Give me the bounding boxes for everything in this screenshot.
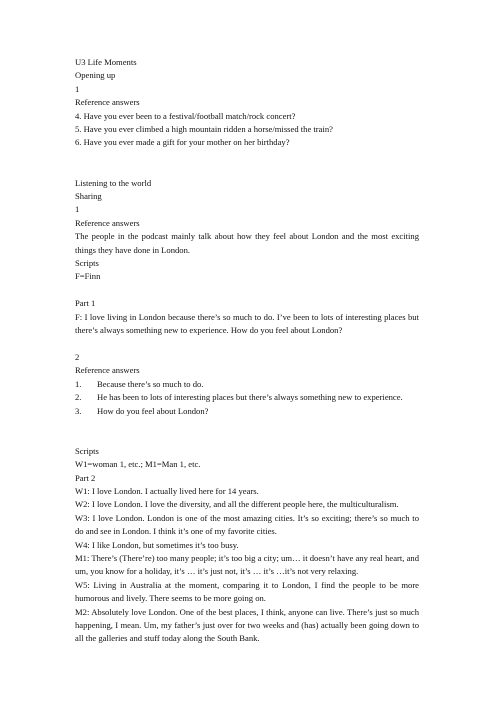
- answer-line: 6. Have you ever made a gift for your mother on her birthday?: [75, 137, 290, 148]
- list-item: [75, 405, 419, 418]
- script-line: W2: I love London. I love the diversity, and all the different people here, the multiculturalism.: [75, 499, 399, 510]
- scripts-label: Scripts: [75, 445, 99, 456]
- numbered-answer-list: [75, 378, 419, 418]
- script-line: M2: Absolutely love London. One of the best places, I think, anyone can live. There’s just so much happening, I mean. Um, my father’s just over for two weeks and (has) actually been going down to all the galleries and stuff today along the South Bank.: [75, 606, 419, 644]
- opening-up-heading: Opening up: [75, 70, 116, 81]
- script-paragraph: F: I love living in London because there’s so much to do. I’ve been to lots of interesting places but there’s always something new to experience. How do you feel about London?: [75, 311, 419, 336]
- answer-paragraph: The people in the podcast mainly talk about how they feel about London and the most exciting things they have done in London.: [75, 231, 419, 255]
- spacer: [75, 284, 419, 297]
- spacer: [75, 150, 419, 177]
- speaker-key: W1=woman 1, etc.; M1=Man 1, etc.: [75, 459, 201, 470]
- spacer: [75, 338, 419, 351]
- opening-up-item-number: 1: [75, 83, 80, 94]
- sharing-subheading: Sharing: [75, 191, 102, 202]
- reference-answers-label: Reference answers: [75, 217, 140, 228]
- listening-heading: Listening to the world: [75, 177, 152, 188]
- script-line: W5: Living in Australia at the moment, comparing it to London, I find the people to be more humorous and lively. There seems to be more going on.: [75, 579, 419, 604]
- script-line: W3: I love London. London is one of the most amazing cities. It’s so exciting; there’s so much to do and see in London. I think it’s one of my favorite cities.: [75, 512, 419, 537]
- list-item-text: He has been to lots of interesting places but there’s always something new to experience.: [97, 392, 403, 403]
- scripts-label: Scripts: [75, 258, 99, 269]
- reference-answers-label: Reference answers: [75, 97, 140, 108]
- document-body: [75, 56, 419, 646]
- script-line: W1: I love London. I actually lived here for 14 years.: [75, 485, 259, 496]
- script-line: W4: I like London, but sometimes it’s too busy.: [75, 539, 239, 550]
- speaker-key: F=Finn: [75, 271, 101, 282]
- script-line: M1: There’s (There’re) too many people; it’s too big a city; um… it doesn’t have any real heart, and um, you know for a holiday, it’s … it’s just not, it’s … it’s …it’s not very relaxing.: [75, 552, 419, 577]
- list-item-text: Because there’s so much to do.: [97, 378, 204, 389]
- list-item: [75, 378, 419, 391]
- sharing-item-number: 1: [75, 204, 80, 215]
- part-label: Part 2: [75, 472, 96, 483]
- answer-line: 4. Have you ever been to a festival/football match/rock concert?: [75, 110, 296, 121]
- list-number: 1.: [75, 378, 82, 389]
- spacer: [75, 418, 419, 445]
- reference-answers-label: Reference answers: [75, 365, 140, 376]
- unit-title: U3 Life Moments: [75, 57, 137, 67]
- item-number: 2: [75, 351, 80, 362]
- part-label: Part 1: [75, 298, 96, 309]
- list-number: 3.: [75, 405, 82, 416]
- list-item-text: How do you feel about London?: [97, 405, 209, 416]
- answer-line: 5. Have you ever climbed a high mountain ridden a horse/missed the train?: [75, 124, 333, 135]
- list-number: 2.: [75, 392, 82, 403]
- list-item: [75, 391, 419, 404]
